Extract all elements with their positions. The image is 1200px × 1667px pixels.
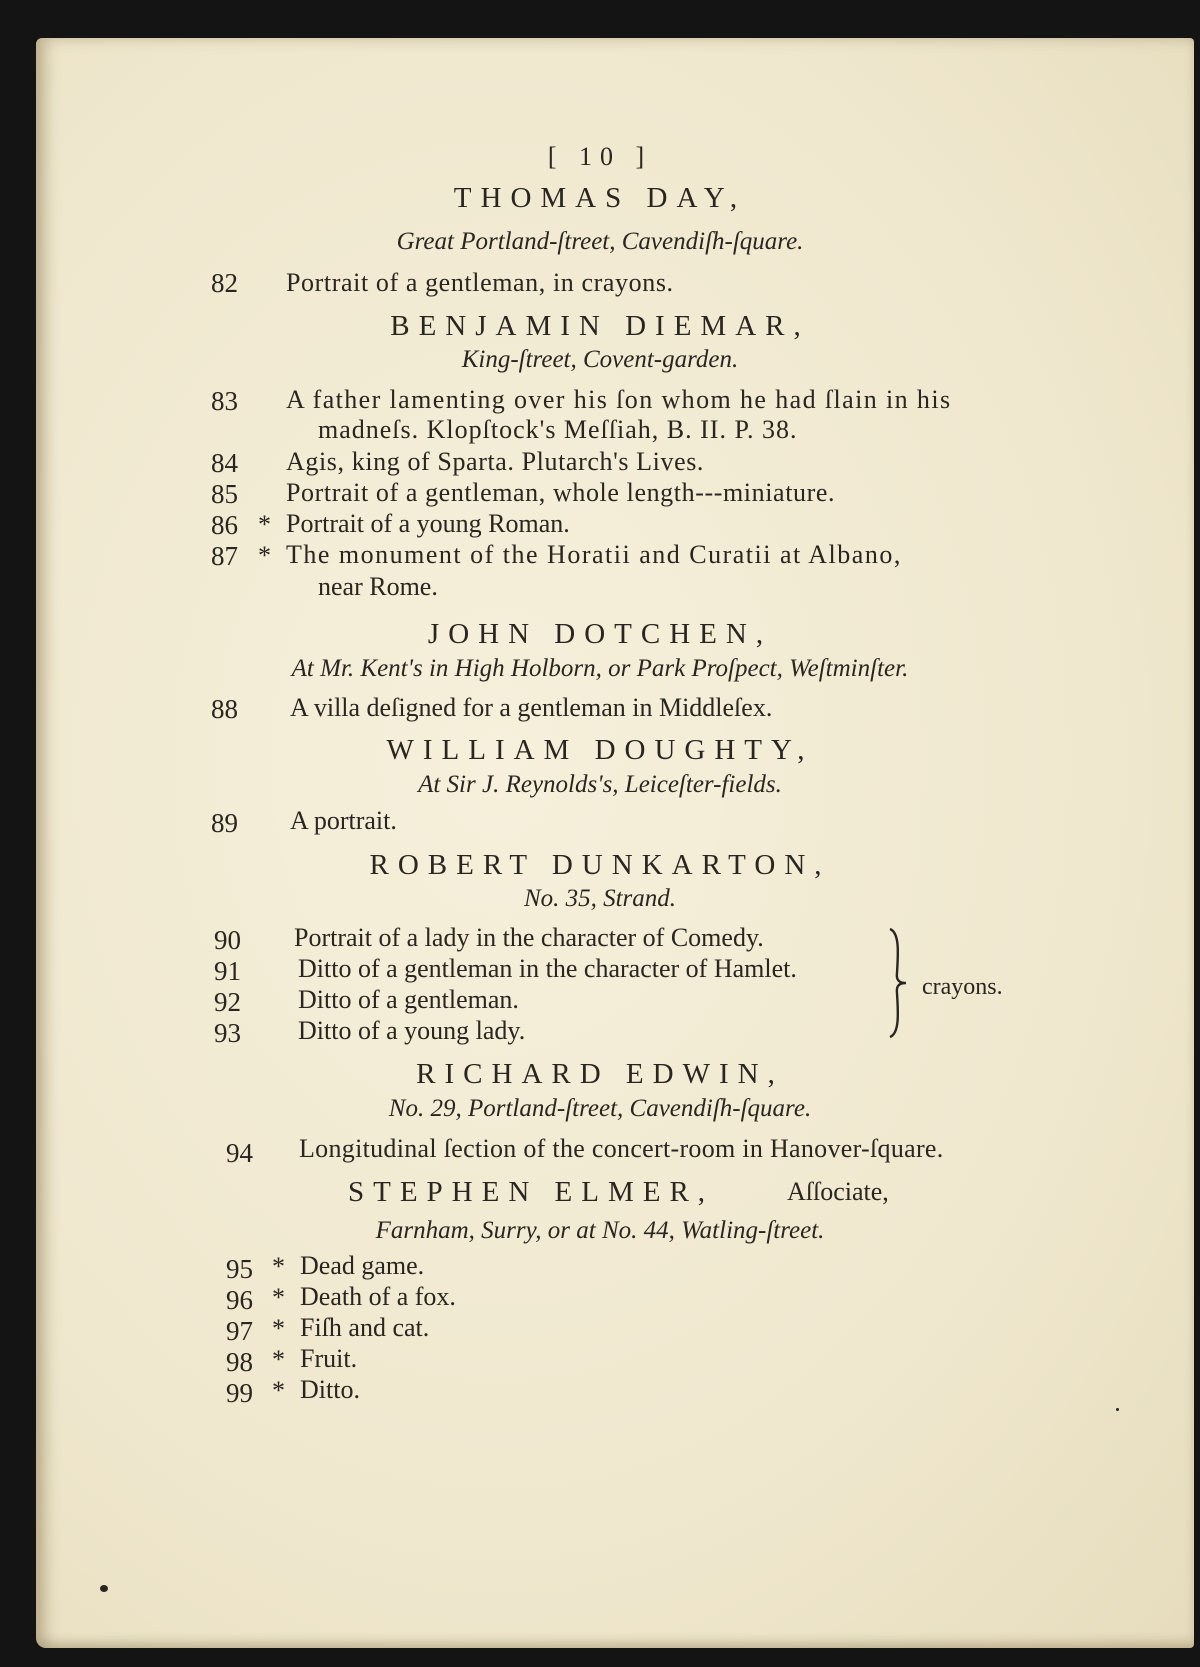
- artist-address: No. 35, Strand.: [523, 885, 677, 912]
- artist-address: At Sir J. Reynolds's, Leiceſter-fields.: [418, 771, 782, 798]
- artist-name: BENJAMIN DIEMAR,: [390, 310, 810, 342]
- artist-name: THOMAS DAY,: [453, 182, 747, 214]
- entry-number: 90: [214, 925, 241, 955]
- entry-number: 93: [214, 1018, 241, 1048]
- artist-name: STEPHEN ELMER,: [348, 1176, 715, 1208]
- entry-number: 94: [226, 1138, 253, 1168]
- entry-number: 91: [214, 956, 241, 986]
- entry-number: 85: [211, 479, 238, 509]
- associate-asterisk: *: [272, 1252, 285, 1281]
- entry-title-continuation: near Rome.: [318, 572, 438, 601]
- entry-title: Portrait of a gentleman, whole length---miniature.: [286, 478, 836, 507]
- entry-title: Dead game.: [300, 1251, 425, 1280]
- entry-title: Fruit.: [300, 1344, 358, 1373]
- associate-asterisk: *: [258, 510, 271, 539]
- artist-address: Great Portland-ſtreet, Cavendiſh-ſquare.: [396, 228, 804, 255]
- entry-title: Ditto of a gentleman in the character of Hamlet.: [298, 954, 797, 983]
- entry-title: Portrait of a young Roman.: [286, 509, 570, 538]
- right-curly-bracket: [888, 927, 908, 1039]
- entry-title: The monument of the Horatii and Curatii at Albano,: [286, 540, 902, 569]
- artist-name: RICHARD EDWIN,: [416, 1058, 784, 1090]
- artist-name: JOHN DOTCHEN,: [427, 618, 773, 650]
- associate-asterisk: *: [258, 541, 271, 570]
- entry-number: 97: [226, 1316, 253, 1346]
- entry-title: A father lamenting over his ſon whom he had ſlain in his: [286, 385, 952, 414]
- ink-speck: [1116, 1408, 1119, 1411]
- artist-address: King-ſtreet, Covent-garden.: [461, 346, 739, 373]
- entry-number: 95: [226, 1254, 253, 1284]
- associate-asterisk: *: [272, 1376, 285, 1405]
- entry-title: Longitudinal ſection of the concert-room in Hanover-ſquare.: [299, 1134, 944, 1163]
- page-number: [ 10 ]: [547, 142, 653, 171]
- entry-title: Ditto of a young lady.: [298, 1016, 526, 1045]
- entry-number: 87: [211, 541, 238, 571]
- entry-number: 82: [211, 268, 238, 298]
- artist-title: Aſſociate,: [787, 1177, 889, 1206]
- artist-address: Farnham, Surry, or at No. 44, Watling-ſtreet.: [375, 1217, 825, 1244]
- associate-asterisk: *: [272, 1314, 285, 1343]
- entry-number: 99: [226, 1378, 253, 1408]
- entry-title: A villa deſigned for a gentleman in Middleſex.: [290, 693, 773, 722]
- entry-title: Portrait of a lady in the character of Comedy.: [294, 923, 764, 952]
- entry-number: 86: [211, 510, 238, 540]
- entry-number: 89: [211, 808, 238, 838]
- artist-name: WILLIAM DOUGHTY,: [386, 734, 814, 766]
- artist-address: At Mr. Kent's in High Holborn, or Park Proſpect, Weſtminſter.: [291, 655, 909, 682]
- artist-name: ROBERT DUNKARTON,: [369, 849, 831, 881]
- entry-number: 96: [226, 1285, 253, 1315]
- entry-title-continuation: madneſs. Klopſtock's Meſſiah, B. II. P. 38.: [318, 415, 798, 444]
- bracket-note: crayons.: [922, 974, 1003, 1000]
- entry-number: 84: [211, 448, 238, 478]
- entry-title: Death of a fox.: [300, 1282, 456, 1311]
- entry-title: Portrait of a gentleman, in crayons.: [286, 268, 674, 297]
- entry-number: 92: [214, 987, 241, 1017]
- associate-asterisk: *: [272, 1345, 285, 1374]
- ink-speck: [100, 1585, 108, 1592]
- entry-title: Ditto of a gentleman.: [298, 985, 519, 1014]
- associate-asterisk: *: [272, 1283, 285, 1312]
- entry-title: Ditto.: [300, 1375, 360, 1404]
- entry-number: 83: [211, 386, 238, 416]
- entry-title: Fiſh and cat.: [300, 1313, 430, 1342]
- entry-title: Agis, king of Sparta. Plutarch's Lives.: [286, 447, 705, 476]
- artist-address: No. 29, Portland-ſtreet, Cavendiſh-ſquare.: [388, 1095, 812, 1122]
- entry-title: A portrait.: [290, 806, 397, 835]
- entry-number: 98: [226, 1347, 253, 1377]
- entry-number: 88: [211, 694, 238, 724]
